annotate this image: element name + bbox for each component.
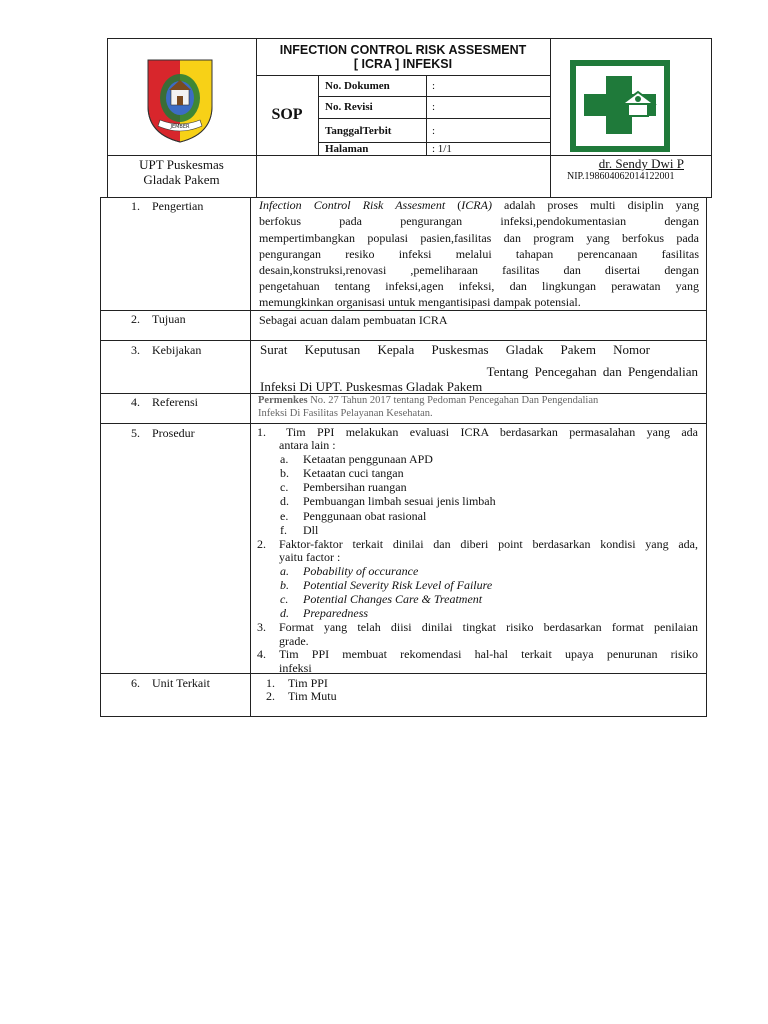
referensi-line-2: Infeksi Di Fasilitas Pelayanan Kesehatan.	[258, 408, 433, 419]
kebijakan-line-2: Tentang Pencegahan dan Pengendalian	[486, 364, 698, 379]
step-1-line-2: antara lain :	[279, 438, 336, 452]
step-1-item-b-letter: b.	[280, 466, 289, 480]
step-1-item-f: Dll	[303, 523, 319, 537]
table-column-divider	[250, 197, 251, 717]
section-number-5: 5.	[131, 426, 140, 440]
step-1-item-c: Pembersihan ruangan	[303, 480, 407, 494]
step-1-item-c-letter: c.	[280, 480, 289, 494]
meta-value-halaman: : 1/1	[432, 143, 452, 155]
step-4-number: 4.	[257, 647, 266, 661]
step-2-item-d-letter: d.	[280, 606, 289, 620]
unit-1: Tim PPI	[288, 676, 328, 690]
sop-divider	[318, 75, 319, 155]
unit-2: Tim Mutu	[288, 689, 337, 703]
step-2-item-c: Potential Changes Care & Treatment	[303, 592, 483, 606]
referensi-bold: Permenkes	[258, 395, 308, 406]
pengertian-line-1: Infection Control Risk Assesment (ICRA) adalah proses multi disiplin yang	[259, 198, 699, 212]
step-2-item-a-letter: a.	[280, 564, 289, 578]
meta-row-line-2	[318, 118, 550, 119]
step-1-item-b: Ketaatan cuci tangan	[303, 466, 404, 480]
step-3-line-2: grade.	[279, 634, 309, 648]
section-number-3: 3.	[131, 343, 140, 357]
sop-label: SOP	[271, 106, 303, 123]
step-1-number: 1.	[257, 425, 266, 439]
step-2-line-1: Faktor-faktor terkait dinilai dan diberi point berdasarkan kondisi yang ada,	[279, 537, 698, 551]
step-4-line-2: infeksi	[279, 661, 312, 675]
org-line-2: Gladak Pakem	[143, 172, 220, 187]
step-2-item-b: Potential Severity Risk Level of Failure	[303, 578, 493, 592]
step-2-item-a: Pobability of occurance	[303, 564, 419, 578]
meta-value-no-revisi: :	[432, 101, 436, 113]
meta-label-tanggal-terbit: TanggalTerbit	[325, 125, 392, 137]
kebijakan-line-3: Infeksi Di UPT. Puskesmas Gladak Pakem	[260, 379, 483, 394]
section-number-4: 4.	[131, 395, 140, 409]
row-divider-1	[100, 310, 707, 311]
step-1-line-1: Tim PPI melakukan evaluasi ICRA berdasarkan permasalahan yang ada	[286, 425, 698, 439]
pengertian-line-3: mempertimbangkan populasi pasien,fasilitas dan program yang berfokus pada	[259, 231, 699, 245]
unit-1-number: 1.	[266, 676, 275, 690]
step-3-line-1: Format yang telah diisi dinilai tingkat risiko berdasarkan format penilaian	[279, 620, 698, 634]
section-title-referensi: Referensi	[152, 395, 198, 409]
step-2-item-d: Preparedness	[303, 606, 369, 620]
step-1-item-f-letter: f.	[280, 523, 287, 537]
section-number-1: 1.	[131, 199, 140, 213]
organization-name	[107, 157, 256, 187]
tujuan-text: Sebagai acuan dalam pembuatan ICRA	[259, 313, 448, 327]
step-2-line-2: yaitu factor :	[279, 550, 341, 564]
svg-text:JEMBER: JEMBER	[170, 124, 190, 130]
regency-logo	[144, 56, 216, 144]
signer-name: dr. Sendy Dwi P	[598, 156, 684, 171]
section-title-kebijakan: Kebijakan	[152, 343, 202, 357]
section-title-tujuan: Tujuan	[152, 312, 186, 326]
row-divider-5	[100, 673, 707, 674]
row-divider-4	[100, 423, 707, 424]
title-line-2: [ ICRA ] INFEKSI	[353, 57, 453, 71]
meta-label-no-revisi: No. Revisi	[325, 101, 373, 113]
header-divider-right	[550, 38, 551, 198]
section-title-prosedur: Prosedur	[152, 426, 195, 440]
section-number-2: 2.	[131, 312, 140, 326]
section-title-pengertian: Pengertian	[152, 199, 204, 213]
row-divider-2	[100, 340, 707, 341]
meta-label-no-dokumen: No. Dokumen	[325, 80, 390, 92]
pengertian-line-5: desain,konstruksi,renovasi ,pemeliharaan fasilitas dan disertai dengan	[259, 263, 699, 277]
puskesmas-logo	[568, 58, 672, 154]
meta-divider	[426, 75, 427, 155]
unit-2-number: 2.	[266, 689, 275, 703]
document-title	[256, 43, 550, 71]
step-1-item-e-letter: e.	[280, 509, 289, 523]
referensi-line-1	[258, 394, 598, 407]
pengertian-line-4: pengurangan resiko infeksi melalui tahapan perencanaan fasilitas	[259, 247, 699, 261]
step-3-number: 3.	[257, 620, 266, 634]
meta-row-line-1	[318, 96, 550, 97]
step-1-item-d-letter: d.	[280, 494, 289, 508]
step-2-number: 2.	[257, 537, 266, 551]
step-1-item-d: Pembuangan limbah sesuai jenis limbah	[303, 494, 496, 508]
step-1-item-a: Ketaatan penggunaan APD	[303, 452, 433, 466]
meta-value-tanggal-terbit: :	[432, 125, 436, 137]
title-line-1: INFECTION CONTROL RISK ASSESMENT	[279, 43, 527, 57]
signer-nip: NIP.198604062014122001	[567, 171, 675, 182]
section-number-6: 6.	[131, 676, 140, 690]
step-1-item-e: Penggunaan obat rasional	[303, 509, 427, 523]
step-1-item-a-letter: a.	[280, 452, 289, 466]
step-2-item-b-letter: b.	[280, 578, 289, 592]
section-title-unit-terkait: Unit Terkait	[152, 676, 210, 690]
kebijakan-line-1: Surat Keputusan Kepala Puskesmas Gladak Pakem Nomor	[260, 342, 650, 357]
step-4-line-1: Tim PPI membuat rekomendasi hal-hal terkait upaya penurunan risiko	[279, 647, 698, 661]
meta-value-no-dokumen: :	[432, 80, 436, 92]
pengertian-line-7: memungkinkan organisasi untuk mengantisipasi dampak potensial.	[259, 295, 581, 309]
meta-label-halaman: Halaman	[325, 143, 369, 155]
step-2-item-c-letter: c.	[280, 592, 289, 606]
referensi-line-1-text: No. 27 Tahun 2017 tentang Pedoman Pencegahan Dan Pengendalian	[307, 395, 599, 406]
header-title-underline	[256, 75, 550, 76]
pengertian-line-2: berfokus pada pengurangan infeksi,pendokumentasian dengan	[259, 214, 699, 228]
pengertian-line-6: pengetahuan tentang infeksi,agen infeksi, dan lingkungan perawatan yang	[259, 279, 699, 293]
org-line-1: UPT Puskesmas	[139, 157, 224, 172]
